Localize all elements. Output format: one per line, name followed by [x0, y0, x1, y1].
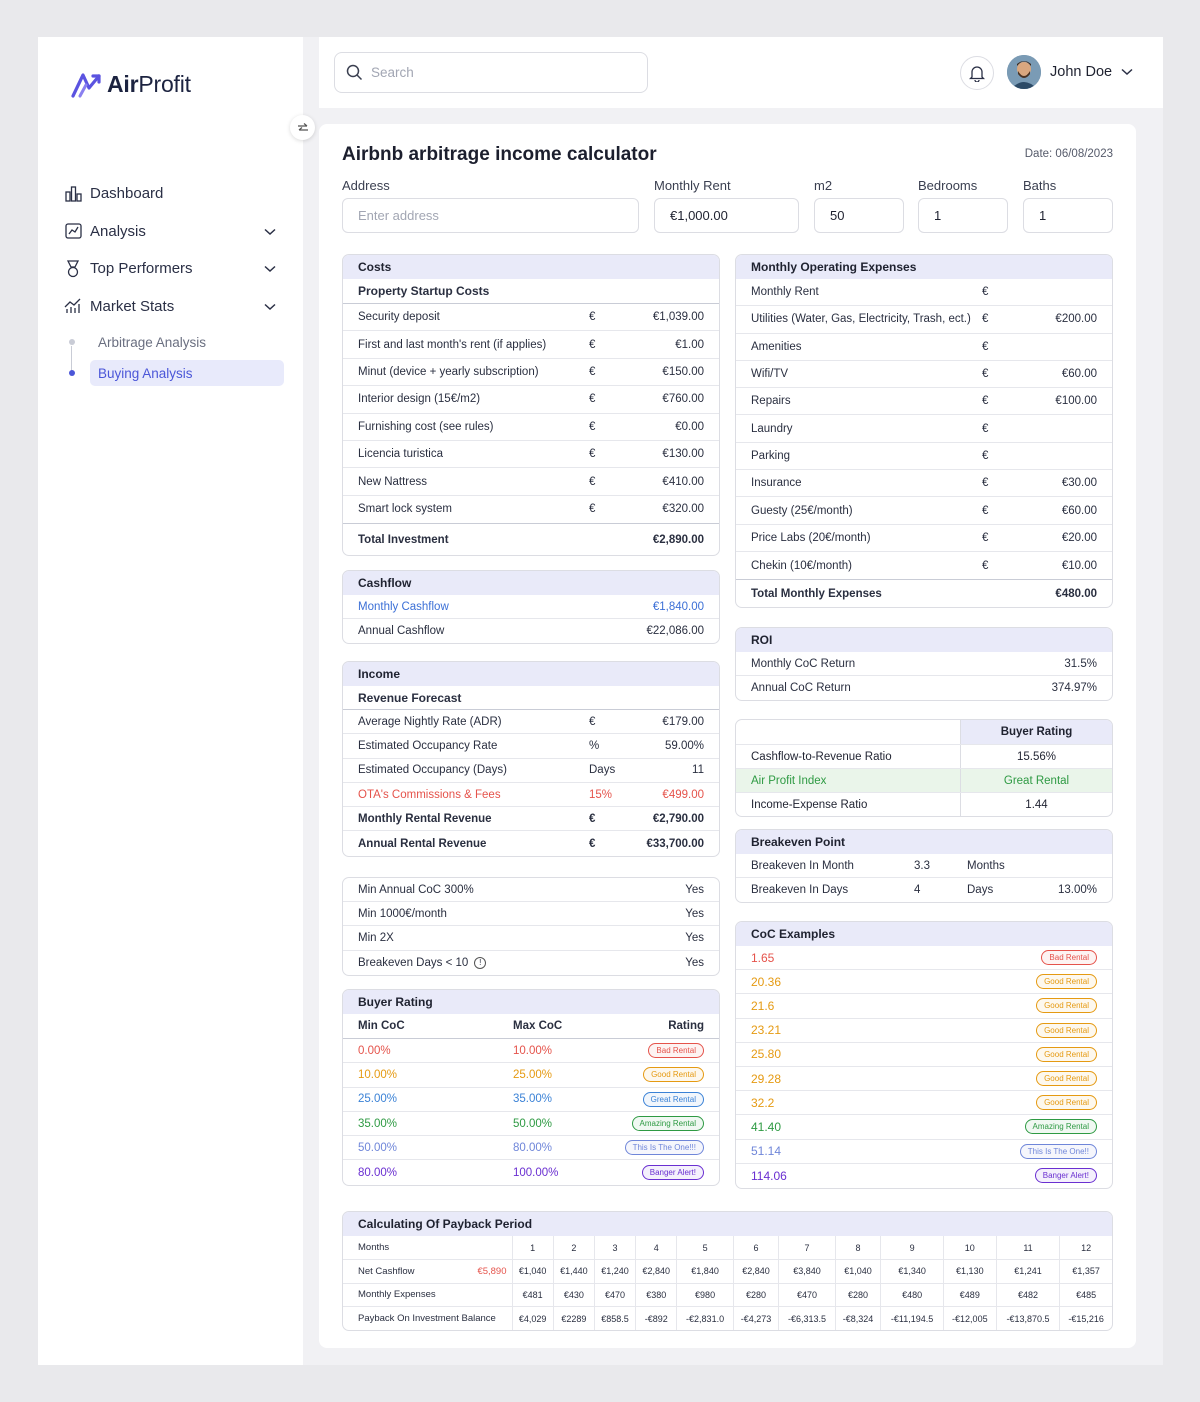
medal-icon	[64, 260, 82, 278]
payback-cell: €1,130	[943, 1260, 996, 1284]
payback-cell: €1,340	[881, 1260, 944, 1284]
sidebar-nav	[64, 175, 284, 391]
rating-badge: This Is The One!!	[1020, 1144, 1097, 1159]
rating-badge: Good Rental	[1036, 1023, 1097, 1038]
expense-row: Parking €	[736, 443, 1112, 470]
payback-cell: €1,840	[677, 1260, 733, 1284]
payback-cell: 11	[996, 1236, 1060, 1260]
coc-example-row: 114.06 Banger Alert!	[736, 1164, 1112, 1188]
bedrooms-input[interactable]: 1	[918, 198, 1008, 233]
buyer-rating-row: 0.00% 10.00% Bad Rental	[343, 1039, 719, 1063]
payback-cell: €2289	[553, 1307, 594, 1331]
buyer-rating-row: 80.00% 100.00% Banger Alert!	[343, 1160, 719, 1184]
search-icon	[346, 64, 363, 81]
operating-expenses-card	[735, 254, 1113, 608]
ratio-row: Income-Expense Ratio 1.44	[736, 792, 1112, 816]
payback-cell: €1,241	[996, 1260, 1060, 1284]
payback-cell: €1,357	[1060, 1260, 1112, 1284]
baths-input[interactable]: 1	[1023, 198, 1113, 233]
payback-cell: €1,240	[594, 1260, 635, 1284]
card-header: Breakeven Point	[736, 830, 1112, 854]
card-header: ROI	[736, 628, 1112, 652]
payback-cell: €980	[677, 1283, 733, 1307]
card-header: Costs	[343, 255, 719, 279]
sidebar	[38, 37, 303, 1365]
expense-row: Price Labs (20€/month) € €20.00	[736, 525, 1112, 552]
income-row: Estimated Occupancy (Days) Days 11	[343, 759, 719, 783]
payback-cell: -€11,194.5	[881, 1307, 944, 1331]
expense-row: Amenities €	[736, 334, 1112, 361]
expense-row: Utilities (Water, Gas, Electricity, Trash, ect.) € €200.00	[736, 306, 1112, 333]
costs-card	[342, 254, 720, 556]
chart-bars-icon	[64, 185, 82, 203]
buyer-rating-row: 35.00% 50.00% Amazing Rental	[343, 1112, 719, 1136]
total-expenses-row: Total Monthly Expenses €480.00	[736, 579, 1112, 607]
payback-cell: -€15,216	[1068, 1313, 1104, 1324]
sidebar-item-top-performers[interactable]	[64, 250, 284, 288]
page-title: Airbnb arbitrage income calculator	[342, 144, 657, 165]
search-placeholder: Search	[371, 65, 414, 80]
address-input[interactable]: Enter address	[342, 198, 639, 233]
expense-row: Repairs € €100.00	[736, 388, 1112, 415]
market-stats-subnav	[72, 329, 284, 386]
cashflow-card	[342, 570, 720, 644]
rating-badge: Good Rental	[1036, 998, 1097, 1013]
notifications-button[interactable]	[960, 56, 994, 90]
cost-row: Furnishing cost (see rules) € €0.00	[343, 414, 719, 441]
collapse-sidebar-button[interactable]	[290, 115, 315, 140]
payback-cell: -€892	[636, 1307, 677, 1331]
bedrooms-label: Bedrooms	[918, 178, 978, 193]
rating-badge: Amazing Rental	[1025, 1119, 1097, 1134]
payback-cell: 1	[512, 1236, 553, 1260]
payback-cell: €280	[835, 1283, 881, 1307]
ratios-header: Buyer Rating	[736, 720, 1112, 744]
user-menu[interactable]	[1007, 55, 1133, 89]
expense-row: Chekin (10€/month) € €10.00	[751, 559, 1097, 572]
expense-row: Laundry €	[736, 415, 1112, 442]
calculator-panel	[319, 124, 1136, 1348]
expense-row: Wifi/TV € €60.00	[736, 361, 1112, 388]
rent-field-group	[654, 178, 799, 233]
rating-badge: Banger Alert!	[642, 1165, 704, 1180]
check-row: Breakeven Days < 10 ! Yes	[358, 956, 704, 969]
app-window	[38, 37, 1163, 1365]
logo-text: AirProfit	[107, 71, 191, 97]
m2-input[interactable]: 50	[814, 198, 904, 233]
coc-example-row: 41.40 Amazing Rental	[736, 1115, 1112, 1139]
user-name: John Doe	[1050, 64, 1113, 80]
page-date: Date: 06/08/2023	[1024, 148, 1113, 160]
payback-cell: €1,040	[512, 1260, 553, 1284]
payback-cell: 7	[779, 1236, 835, 1260]
check-row: Min 1000€/month Yes	[343, 902, 719, 926]
buyer-rating-row: 50.00% 80.00% This Is The One!!!	[343, 1136, 719, 1160]
analysis-icon	[64, 222, 82, 240]
breakeven-card	[735, 829, 1113, 903]
subnav-label: Arbitrage Analysis	[98, 334, 207, 350]
logo-icon	[71, 72, 103, 98]
bedrooms-field-group	[918, 178, 1008, 233]
payback-cell: €2,840	[636, 1260, 677, 1284]
payback-cell: €1,040	[835, 1260, 881, 1284]
annual-cashflow-row: Annual Cashflow €22,086.00	[358, 625, 704, 637]
rating-badge: Amazing Rental	[632, 1116, 704, 1131]
sidebar-subitem-buying-analysis[interactable]	[90, 360, 284, 386]
payback-row: Payback On Investment Balance €4,029 €2289 €858.5 -€892 -€2,831.0 -€4,273 -€6,313.5 -€8,324 -€11,194.5 -€12,005 -€13,870.5 -€15,216	[343, 1307, 1112, 1331]
rating-badge: Good Rental	[1036, 974, 1097, 989]
payback-cell: €470	[594, 1283, 635, 1307]
card-header: Monthly Operating Expenses	[736, 255, 1112, 279]
rating-badge: Great Rental	[643, 1092, 704, 1107]
logo[interactable]	[71, 71, 191, 98]
rating-badge: Banger Alert!	[1035, 1168, 1097, 1183]
income-row: Estimated Occupancy Rate % 59.00%	[343, 734, 719, 758]
m2-label: m2	[814, 178, 833, 193]
expense-row: Insurance € €30.00	[736, 470, 1112, 497]
payback-cell: 10	[943, 1236, 996, 1260]
payback-row: Monthly Expenses €481 €430 €470 €380 €980 €280 €470 €280 €480 €489 €482 €485	[343, 1283, 1112, 1307]
cost-row: Licencia turistica € €130.00	[343, 441, 719, 468]
payback-cell: €485	[1060, 1283, 1112, 1307]
payback-cell: €489	[943, 1283, 996, 1307]
address-label: Address	[342, 178, 390, 193]
chevron-down-icon	[264, 223, 276, 240]
sidebar-item-label: Top Performers	[90, 260, 193, 278]
payback-cell: -€8,324	[835, 1307, 881, 1331]
income-row: Monthly Rental Revenue € €2,790.00	[343, 807, 719, 831]
payback-cell: 4	[636, 1236, 677, 1260]
rating-badge: Good Rental	[1036, 1071, 1097, 1086]
rating-badge: This Is The One!!!	[625, 1140, 704, 1155]
income-row: OTA's Commissions & Fees 15% €499.00	[343, 783, 719, 807]
rating-badge: Bad Rental	[648, 1043, 704, 1058]
payback-cell: €430	[553, 1283, 594, 1307]
subnav-dot	[69, 339, 75, 345]
payback-cell: €2,840	[733, 1260, 779, 1284]
check-row: Min 2X Yes	[343, 926, 719, 950]
card-header: Cashflow	[343, 571, 719, 595]
coc-example-row: 1.65 Bad Rental	[736, 946, 1112, 970]
payback-cell: 5	[677, 1236, 733, 1260]
payback-cell: 12	[1060, 1236, 1112, 1260]
baths-label: Baths	[1023, 178, 1057, 193]
subnav-dot-active	[69, 370, 75, 376]
payback-cell: 9	[881, 1236, 944, 1260]
card-header: Calculating Of Payback Period	[343, 1212, 1112, 1236]
payback-card	[342, 1211, 1113, 1331]
rating-badge: Good Rental	[643, 1067, 704, 1082]
payback-table	[343, 1236, 1112, 1330]
ratios-card	[735, 719, 1113, 817]
card-header: Buyer Rating	[343, 990, 719, 1014]
breakeven-month-row: Breakeven In Month 3.3 Months	[736, 854, 1112, 878]
coc-example-row: 25.80 Good Rental	[736, 1043, 1112, 1067]
payback-cell: -€2,831.0	[677, 1307, 733, 1331]
total-investment-row: Total Investment €2,890.00	[343, 523, 719, 555]
payback-cell: -€6,313.5	[779, 1307, 835, 1331]
roi-card	[735, 627, 1113, 701]
chevron-down-icon	[264, 298, 276, 315]
ratio-row: Air Profit Index Great Rental	[736, 768, 1112, 792]
payback-cell: €4,029	[512, 1307, 553, 1331]
coc-example-row: 32.2 Good Rental	[736, 1091, 1112, 1115]
payback-cell: -€12,005	[943, 1307, 996, 1331]
coc-example-row: 23.21 Good Rental	[736, 1019, 1112, 1043]
payback-cell: 2	[553, 1236, 594, 1260]
search-input[interactable]	[334, 52, 648, 93]
info-icon[interactable]: !	[474, 957, 486, 969]
rating-badge: Bad Rental	[1041, 950, 1097, 965]
baths-field-group	[1023, 178, 1113, 233]
coc-example-row: 51.14 This Is The One!!	[736, 1140, 1112, 1164]
swap-arrows-icon	[297, 123, 309, 133]
monthly-rent-input[interactable]: €1,000.00	[654, 198, 799, 233]
payback-cell: €481	[512, 1283, 553, 1307]
check-row: Min Annual CoC 300% Yes	[343, 878, 719, 902]
coc-example-row: 20.36 Good Rental	[736, 970, 1112, 994]
avatar	[1007, 55, 1041, 89]
income-row: Average Nightly Rate (ADR) € €179.00	[343, 710, 719, 734]
income-card	[342, 661, 720, 857]
subnav-label: Buying Analysis	[98, 365, 193, 381]
card-subheader: Property Startup Costs	[343, 279, 719, 304]
cost-row: First and last month's rent (if applies) € €1.00	[343, 331, 719, 358]
cost-row: Security deposit € €1,039.00	[343, 304, 719, 331]
sidebar-subitem-arbitrage-analysis[interactable]	[72, 329, 284, 355]
payback-row: Months 1 2 3 4 5 6 7 8 9 10 11 12	[343, 1236, 1112, 1260]
sidebar-item-label: Market Stats	[90, 297, 175, 315]
payback-cell: €858.5	[594, 1307, 635, 1331]
payback-cell: 8	[835, 1236, 881, 1260]
bell-icon	[969, 65, 985, 82]
sidebar-item-analysis[interactable]	[64, 213, 284, 251]
topbar	[319, 37, 1163, 108]
buyer-rating-card	[342, 989, 720, 1186]
payback-cell: -€13,870.5	[996, 1307, 1060, 1331]
sidebar-item-label: Analysis	[90, 222, 146, 240]
payback-cell: 3	[594, 1236, 635, 1260]
ratio-row: Cashflow-to-Revenue Ratio 15.56%	[736, 744, 1112, 768]
card-header: CoC Examples	[736, 922, 1112, 946]
payback-row: Net Cashflow €5,890 €1,040 €1,440 €1,240 €2,840 €1,840 €2,840 €3,840 €1,040 €1,340 €1,130 €1,241 €1,357	[343, 1260, 1112, 1284]
sidebar-item-dashboard[interactable]	[64, 175, 284, 213]
cost-row: Smart lock system € €320.00	[358, 503, 704, 516]
card-header: Income	[343, 662, 719, 686]
expense-row: Guesty (25€/month) € €60.00	[736, 497, 1112, 524]
cost-row: New Nattress € €410.00	[343, 468, 719, 495]
monthly-coc-row: Monthly CoC Return 31.5%	[736, 652, 1112, 676]
monthly-cashflow-row: Monthly Cashflow €1,840.00	[343, 595, 719, 619]
buyer-rating-row: 10.00% 25.00% Good Rental	[343, 1063, 719, 1087]
cost-row: Interior design (15€/m2) € €760.00	[343, 386, 719, 413]
payback-cell: €480	[881, 1283, 944, 1307]
payback-cell: 6	[733, 1236, 779, 1260]
chevron-down-icon	[1121, 68, 1133, 76]
payback-cell: €1,440	[553, 1260, 594, 1284]
payback-cell: €380	[636, 1283, 677, 1307]
coc-example-row: 29.28 Good Rental	[736, 1067, 1112, 1091]
payback-cell: €3,840	[779, 1260, 835, 1284]
card-subheader: Revenue Forecast	[343, 686, 719, 710]
annual-coc-row: Annual CoC Return 374.97%	[751, 682, 1097, 694]
payback-cell: €482	[996, 1283, 1060, 1307]
rating-badge: Good Rental	[1036, 1095, 1097, 1110]
payback-cell: €470	[779, 1283, 835, 1307]
rating-badge: Good Rental	[1036, 1047, 1097, 1062]
m2-field-group	[814, 178, 904, 233]
breakeven-days-row: Breakeven In Days 4 Days 13.00%	[751, 884, 1097, 896]
rent-label: Monthly Rent	[654, 178, 731, 193]
payback-cell: €280	[733, 1283, 779, 1307]
payback-cell: -€4,273	[733, 1307, 779, 1331]
income-row: Annual Rental Revenue € €33,700.00	[358, 837, 704, 850]
cost-row: Minut (device + yearly subscription) € €150.00	[343, 359, 719, 386]
chevron-down-icon	[264, 260, 276, 277]
market-stats-icon	[64, 297, 82, 315]
coc-example-row: 21.6 Good Rental	[736, 994, 1112, 1018]
sidebar-item-label: Dashboard	[90, 185, 164, 203]
address-field-group	[342, 178, 639, 233]
sidebar-item-market-stats[interactable]	[64, 288, 284, 326]
buyer-rating-header-row: Min CoC Max CoC Rating	[343, 1014, 719, 1039]
checks-card	[342, 877, 720, 976]
coc-examples-card	[735, 921, 1113, 1189]
buyer-rating-row: 25.00% 35.00% Great Rental	[343, 1088, 719, 1112]
expense-row: Monthly Rent €	[736, 279, 1112, 306]
